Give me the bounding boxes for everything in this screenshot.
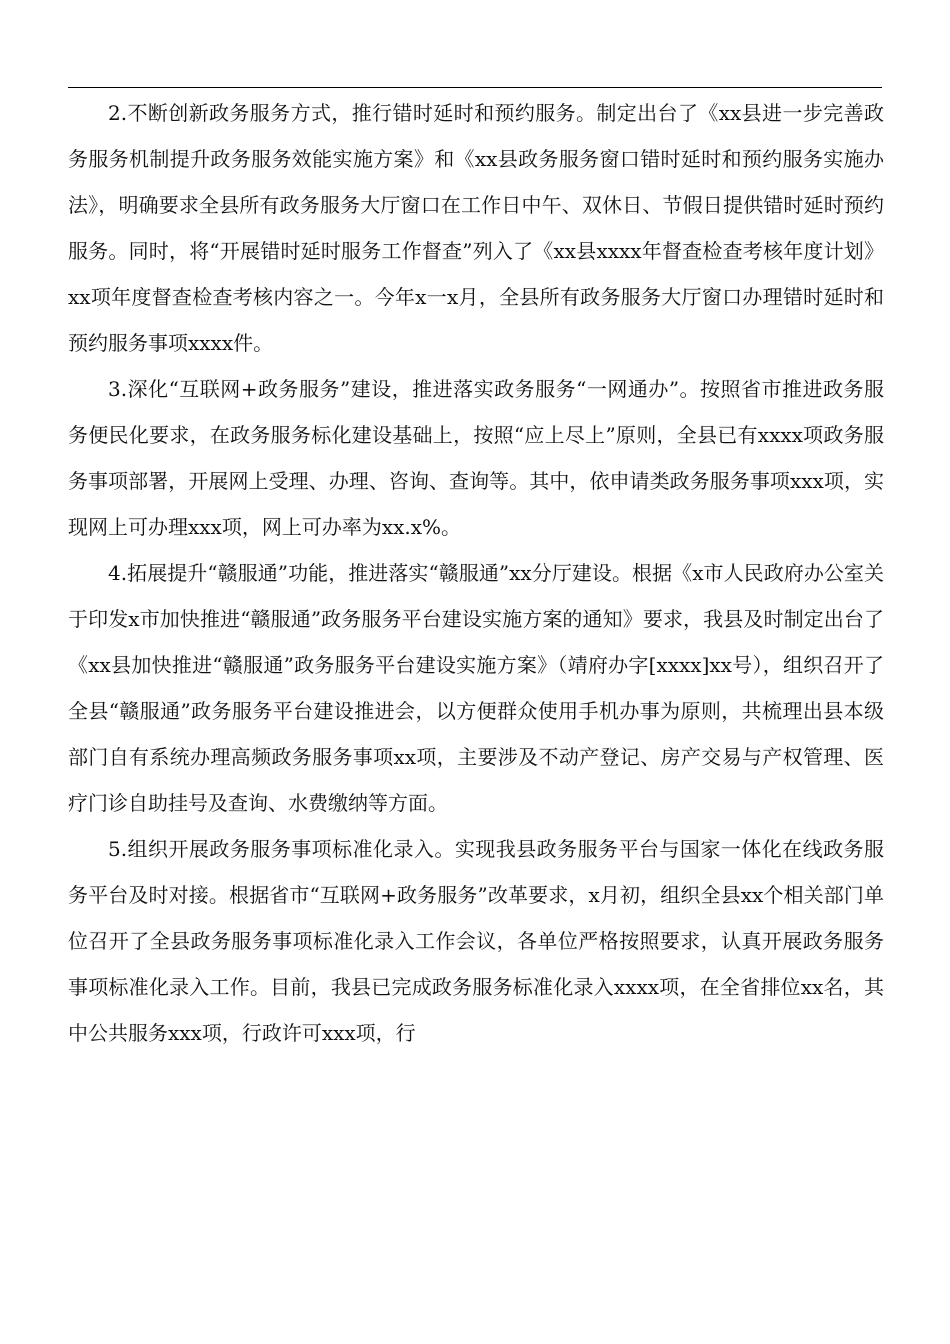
header-rule: [68, 87, 882, 88]
paragraph-2: 2.不断创新政务服务方式，推行错时延时和预约服务。制定出台了《xx县进一步完善政务服务机制提升政务服务效能实施方案》和《xx县政务服务窗口错时延时和预约服务实施办法》，明确要求全县所有政务服务大厅窗口在工作日中午、双休日、节假日提供错时延时预约服务。同时，将“开展错时延时服务工作督查”列入了《xx县xxxx年督查检查考核年度计划》xx项年度督查检查考核内容之一。今年x一x月，全县所有政务服务大厅窗口办理错时延时和预约服务事项xxxx件。: [68, 101, 884, 355]
paragraph-4: 4.拓展提升“赣服通”功能，推进落实“赣服通”xx分厅建设。根据《x市人民政府办公室关于印发x市加快推进“赣服通”政务服务平台建设实施方案的通知》要求，我县及时制定出台了《xx县加快推进“赣服通”政务服务平台建设实施方案》（靖府办字[xxxx]xx号），组织召开了全县“赣服通”政务服务平台建设推进会，以方便群众使用手机办事为原则，共梳理出县本级部门自有系统办理高频政务服务事项xx项，主要涉及不动产登记、房产交易与产权管理、医疗门诊自助挂号及查询、水费缴纳等方面。: [68, 561, 884, 815]
paragraph-5: 5.组织开展政务服务事项标准化录入。实现我县政务服务平台与国家一体化在线政务服务平台及时对接。根据省市“互联网+政务服务”改革要求，x月初，组织全县xx个相关部门单位召开了全县政务服务事项标准化录入工作会议，各单位严格按照要求，认真开展政务服务事项标准化录入工作。目前，我县已完成政务服务标准化录入xxxx项，在全省排位xx名，其中公共服务xxx项，行政许可xxx项，行: [68, 837, 884, 1045]
paragraph-3: 3.深化“互联网+政务服务”建设，推进落实政务服务“一网通办”。按照省市推进政务服务便民化要求，在政务服务标化建设基础上，按照“应上尽上”原则，全县已有xxxx项政务服务事项部署，开展网上受理、办理、咨询、查询等。其中，依申请类政务服务事项xxx项，实现网上可办理xxx项，网上可办率为xx.x%。: [68, 377, 884, 539]
document-body: [68, 90, 884, 1056]
